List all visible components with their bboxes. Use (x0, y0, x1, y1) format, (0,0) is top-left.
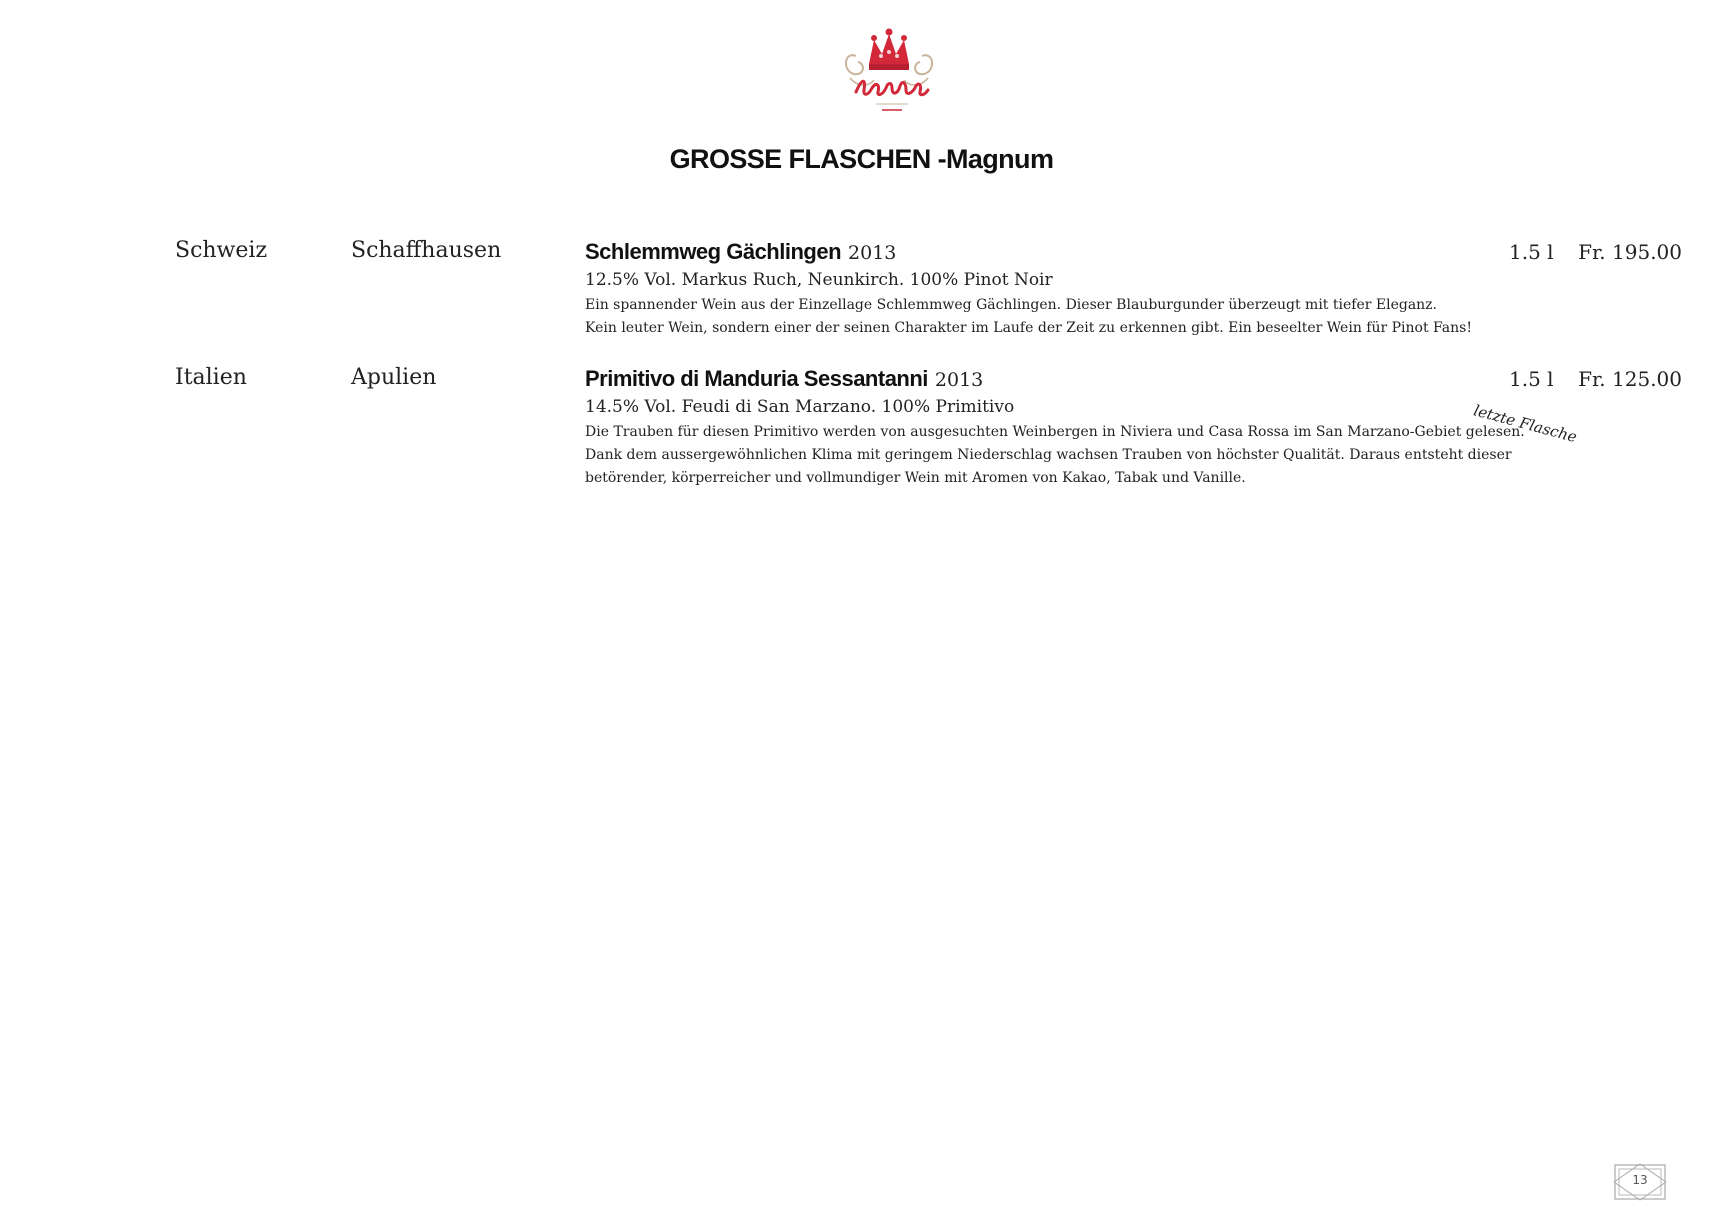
wine-description-line: Kein leuter Wein, sondern einer der seinen Charakter im Laufe der Zeit zu erkennen gibt. Ein beseelter Wein für Pinot Fans! (585, 320, 1472, 336)
wine-name: Schlemmweg Gächlingen (585, 239, 842, 264)
la-barta-vincafe-logo-icon (836, 26, 942, 118)
wine-region: Schaffhausen (351, 238, 502, 263)
wine-description-line: Ein spannender Wein aus der Einzellage Schlemmweg Gächlingen. Dieser Blauburgunder überzeugt mit tiefer Eleganz. (585, 297, 1438, 313)
wine-specs: 12.5% Vol. Markus Ruch, Neunkirch. 100% Pinot Noir (585, 270, 1053, 290)
wine-price: Fr. 125.00 (1578, 367, 1682, 391)
wine-description-line: Dank dem aussergewöhnlichen Klima mit geringem Niederschlag wachsen Trauben von höchster Qualität. Daraus entsteht dieser (585, 447, 1512, 463)
page-number-badge (1613, 1163, 1667, 1201)
page-number: 13 (1632, 1173, 1648, 1187)
wine-volume: 1.5 l (1509, 367, 1554, 391)
wine-description-line: Die Trauben für diesen Primitivo werden von ausgesuchten Weinbergen in Niviera und Casa Rossa im San Marzano-Gebiet gelesen. (585, 424, 1525, 440)
wine-name: Primitivo di Manduria Sessantanni (585, 366, 928, 391)
wine-description-line: betörender, körperreicher und vollmundiger Wein mit Aromen von Kakao, Tabak und Vanille. (585, 470, 1246, 486)
wine-region: Apulien (351, 365, 437, 390)
wine-year: 2013 (934, 369, 984, 391)
last-bottle-note: letzte Flasche (1471, 401, 1579, 447)
wine-price: Fr. 195.00 (1578, 240, 1682, 264)
wine-country: Italien (175, 365, 247, 390)
wine-name-line (585, 238, 1505, 267)
wine-country: Schweiz (175, 238, 268, 263)
wine-volume: 1.5 l (1509, 240, 1554, 264)
page-title: GROSSE FLASCHEN -Magnum (669, 144, 1054, 174)
wine-details (585, 238, 1505, 340)
wine-name-line (585, 365, 1505, 394)
wine-specs: 14.5% Vol. Feudi di San Marzano. 100% Primitivo (585, 397, 1015, 417)
wine-year: 2013 (848, 242, 897, 264)
